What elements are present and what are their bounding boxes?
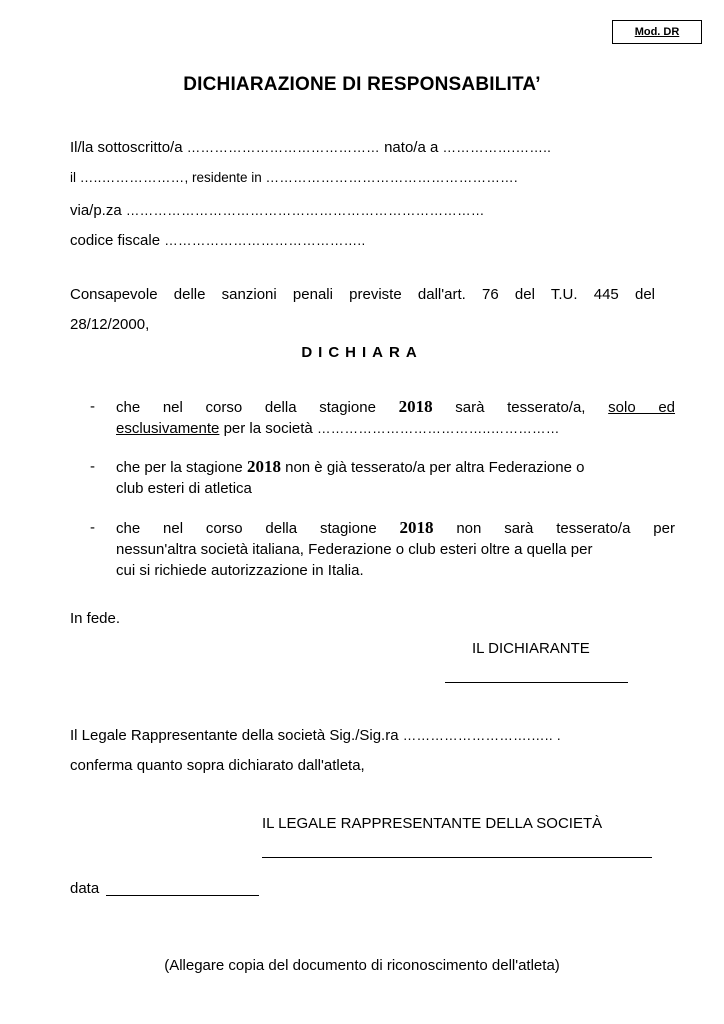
- label-via: via/p.za: [70, 202, 122, 219]
- item-1-line-2: esclusivamente per la società ………………………………..……………: [116, 420, 560, 437]
- declaration-item-2: [90, 456, 675, 499]
- dots-legal-rep-name[interactable]: ……………………….….. .: [402, 728, 561, 743]
- season-year: 2018: [399, 518, 434, 537]
- item-3-line-3: cui si richiede autorizzazione in Italia.: [116, 562, 364, 579]
- season-year: 2018: [246, 457, 281, 476]
- field-row-fiscal-code: [70, 232, 366, 249]
- dots-residente[interactable]: ……………………………………………….: [265, 170, 518, 185]
- label-il: il: [70, 170, 76, 185]
- legal-rep-signature-line[interactable]: [262, 857, 652, 858]
- label-nato: nato/a a: [384, 139, 439, 156]
- item-bullet: -: [90, 398, 95, 415]
- document-title: DICHIARAZIONE DI RESPONSABILITA’: [183, 74, 541, 95]
- item-3-line-2: nessun'altra società italiana, Federazione o club esteri oltre a quella per: [116, 541, 593, 558]
- season-year: 2018: [398, 397, 433, 416]
- date-label: data: [70, 880, 100, 897]
- field-row-street: [70, 202, 485, 219]
- item-1-line-1: che nel corso della stagione 2018 sarà tesserato/a, solo ed: [116, 397, 676, 416]
- declaration-item-1: [90, 396, 675, 439]
- item-bullet: -: [90, 519, 95, 536]
- dots-nato[interactable]: …………….……..: [442, 140, 552, 155]
- item-2-line-1: che per la stagione 2018 non è già tesserato/a per altra Federazione o: [116, 457, 585, 476]
- dots-via[interactable]: ……………………………………………………………………: [125, 203, 485, 218]
- label-residente: , residente in: [184, 170, 262, 185]
- declarant-label: IL DICHIARANTE: [472, 640, 590, 657]
- dots-sottoscritto[interactable]: ……………………………………: [186, 140, 380, 155]
- dots-birthdate[interactable]: …..………………: [79, 170, 185, 185]
- field-row-name: [70, 139, 551, 156]
- intro-line-1: Consapevole delle sanzioni penali previste dall'art. 76 del T.U. 445 del: [70, 286, 655, 303]
- field-row-birth: [70, 170, 518, 185]
- item-3-line-1: che nel corso della stagione 2018 non sarà tesserato/a per: [116, 518, 675, 537]
- label-sottoscritto: Il/la sottoscritto/a: [70, 139, 183, 156]
- dots-codice-fiscale[interactable]: ……………………………………..: [164, 233, 366, 248]
- declaration-item-3: [90, 517, 675, 581]
- legal-rep-line-2: conferma quanto sopra dichiarato dall'atleta,: [70, 757, 365, 774]
- attachment-note: (Allegare copia del documento di riconoscimento dell'atleta): [164, 957, 560, 974]
- model-code-box: [612, 20, 702, 44]
- model-code: Mod. DR: [634, 26, 680, 38]
- legal-rep-label: IL LEGALE RAPPRESENTANTE DELLA SOCIETÀ: [262, 815, 603, 832]
- in-fede: In fede.: [70, 610, 121, 627]
- intro-line-2: 28/12/2000,: [70, 316, 150, 333]
- item-bullet: -: [90, 458, 95, 475]
- declarant-signature-line[interactable]: [445, 682, 628, 683]
- legal-rep-line-1: Il Legale Rappresentante della società Sig./Sig.ra ……………………….….. .: [70, 727, 561, 744]
- dichiara-heading: DICHIARA: [301, 344, 423, 361]
- dots-societa[interactable]: ………………………………..……………: [316, 421, 560, 436]
- label-codice-fiscale: codice fiscale: [70, 232, 161, 249]
- date-line[interactable]: [106, 895, 259, 896]
- item-2-line-2: club esteri di atletica: [116, 480, 252, 497]
